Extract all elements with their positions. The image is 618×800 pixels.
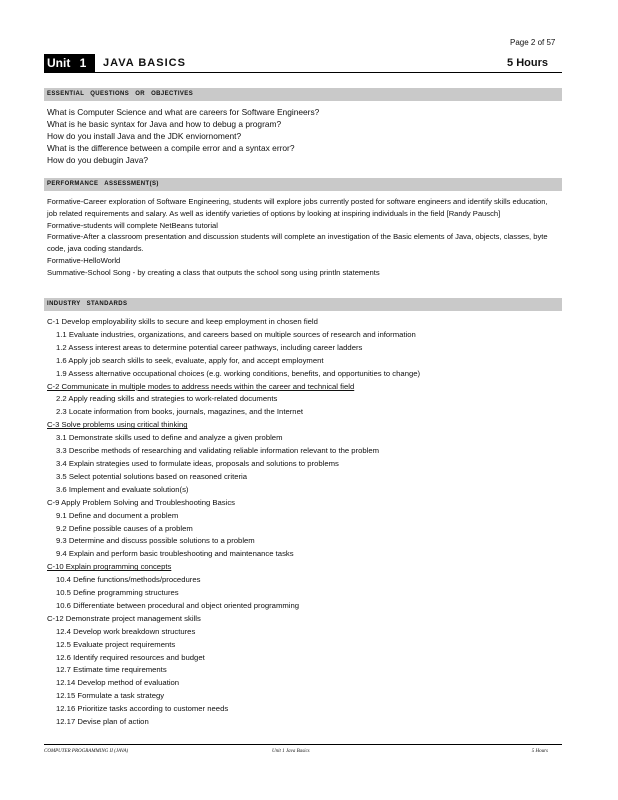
standard-item: 1.2 Assess interest areas to determine potential career pathways, including career ladders	[56, 342, 363, 352]
standard-item: 2.3 Locate information from books, journals, magazines, and the Internet	[56, 407, 303, 417]
standard-item: 10.5 Define programming structures	[56, 588, 179, 598]
performance-item: Summative-School Song - by creating a class that outputs the school song using println statements	[47, 267, 380, 277]
standard-category: C-9 Apply Problem Solving and Troubleshooting Basics	[47, 497, 236, 507]
performance-item: Formative-After a classroom presentation and discussion students will complete an investigation of the Basic elements of Java, objects, classes, byte code, java coding standards.	[47, 232, 548, 254]
standard-category: C-2 Communicate in multiple modes to address needs within the career and technical field	[47, 381, 355, 391]
unit-header	[44, 54, 562, 73]
standard-item: 9.4 Explain and perform basic troubleshooting and maintenance tasks	[56, 549, 294, 559]
standard-category: C-12 Demonstrate project management skills	[47, 613, 201, 623]
standard-category: C-1 Develop employability skills to secure and keep employment in chosen field	[47, 317, 318, 326]
standard-item: 12.17 Devise plan of action	[56, 717, 149, 727]
standard-item: 12.5 Evaluate project requirements	[56, 639, 176, 649]
page-footer	[44, 749, 562, 759]
standard-item: 1.9 Assess alternative occupational choices (e.g. working conditions, benefits, and opportunities to change)	[56, 368, 421, 378]
standard-item: 12.14 Develop method of evaluation	[56, 678, 180, 688]
performance-item: Formative-HelloWorld	[47, 255, 121, 265]
unit-label: Unit 1	[44, 54, 95, 72]
standard-item: 12.7 Estimate time requirements	[56, 665, 167, 675]
essential-questions-list	[47, 106, 559, 166]
standard-item: 3.5 Select potential solutions based on reasoned criteria	[56, 471, 248, 481]
standard-item: 9.1 Define and document a problem	[56, 510, 179, 520]
standard-item: 3.4 Explain strategies used to formulate ideas, proposals and solutions to problems	[56, 458, 339, 468]
performance-assessment-header: PERFORMANCE ASSESSMENT(S)	[44, 178, 562, 191]
unit-hours: 5 Hours	[507, 57, 548, 69]
standard-item: 12.4 Develop work breakdown structures	[56, 626, 196, 636]
standard-item: 3.1 Demonstrate skills used to define and analyze a given problem	[56, 433, 283, 443]
standard-item: 9.2 Define possible causes of a problem	[56, 523, 193, 533]
footer-course: COMPUTER PROGRAMMING II (JAVA)	[44, 749, 129, 754]
standard-category: C-10 Explain programming concepts	[47, 562, 172, 572]
standard-item: 12.16 Prioritize tasks according to customer needs	[56, 704, 229, 714]
footer-divider	[44, 744, 562, 745]
footer-unit: Unit 1 Java Basics	[272, 749, 310, 754]
unit-title: JAVA BASICS	[103, 57, 186, 69]
standard-item: 1.6 Apply job search skills to seek, evaluate, apply for, and accept employment	[56, 355, 324, 365]
standard-item: 1.1 Evaluate industries, organizations, and careers based on multiple sources of research and information	[56, 329, 416, 339]
standard-item: 10.6 Differentiate between procedural and object oriented programming	[56, 600, 300, 610]
industry-standards-list	[47, 316, 559, 729]
standard-item: 3.6 Implement and evaluate solution(s)	[56, 484, 189, 494]
standard-category: C-3 Solve problems using critical thinking	[47, 420, 188, 430]
essential-question: What is Computer Science and what are careers for Software Engineers?	[47, 107, 320, 117]
performance-assessment-list	[47, 196, 555, 279]
page-number: Page 2 of 57	[510, 38, 556, 47]
standard-item: 3.3 Describe methods of researching and validating reliable information relevant to the problem	[56, 446, 380, 456]
essential-question: What is he basic syntax for Java and how to debug a program?	[47, 119, 282, 129]
footer-hours: 5 Hours	[531, 749, 548, 754]
standard-item: 10.4 Define functions/methods/procedures	[56, 575, 201, 585]
performance-item: Formative-Career exploration of Software Engineering, students will explore jobs currently posted for software engineers and identify skills education, job related requirements and salary. As well as identify varieties of options by looking at inspiring individuals in the field [Randy Pausch]	[47, 197, 548, 218]
standard-item: 12.15 Formulate a task strategy	[56, 691, 165, 701]
essential-question: How do you debugin Java?	[47, 155, 149, 165]
essential-questions-header: ESSENTIAL QUESTIONS OR OBJECTIVES	[44, 88, 562, 101]
standard-item: 12.6 Identify required resources and budget	[56, 652, 205, 662]
essential-question: How do you install Java and the JDK enviornoment?	[47, 131, 242, 141]
industry-standards-header: INDUSTRY STANDARDS	[44, 298, 562, 311]
performance-item: Formative-students will complete NetBeans tutorial	[47, 220, 218, 230]
standard-item: 9.3 Determine and discuss possible solutions to a problem	[56, 536, 255, 546]
standard-item: 2.2 Apply reading skills and strategies to work-related documents	[56, 394, 278, 404]
essential-question: What is the difference between a compile error and a syntax error?	[47, 143, 295, 153]
